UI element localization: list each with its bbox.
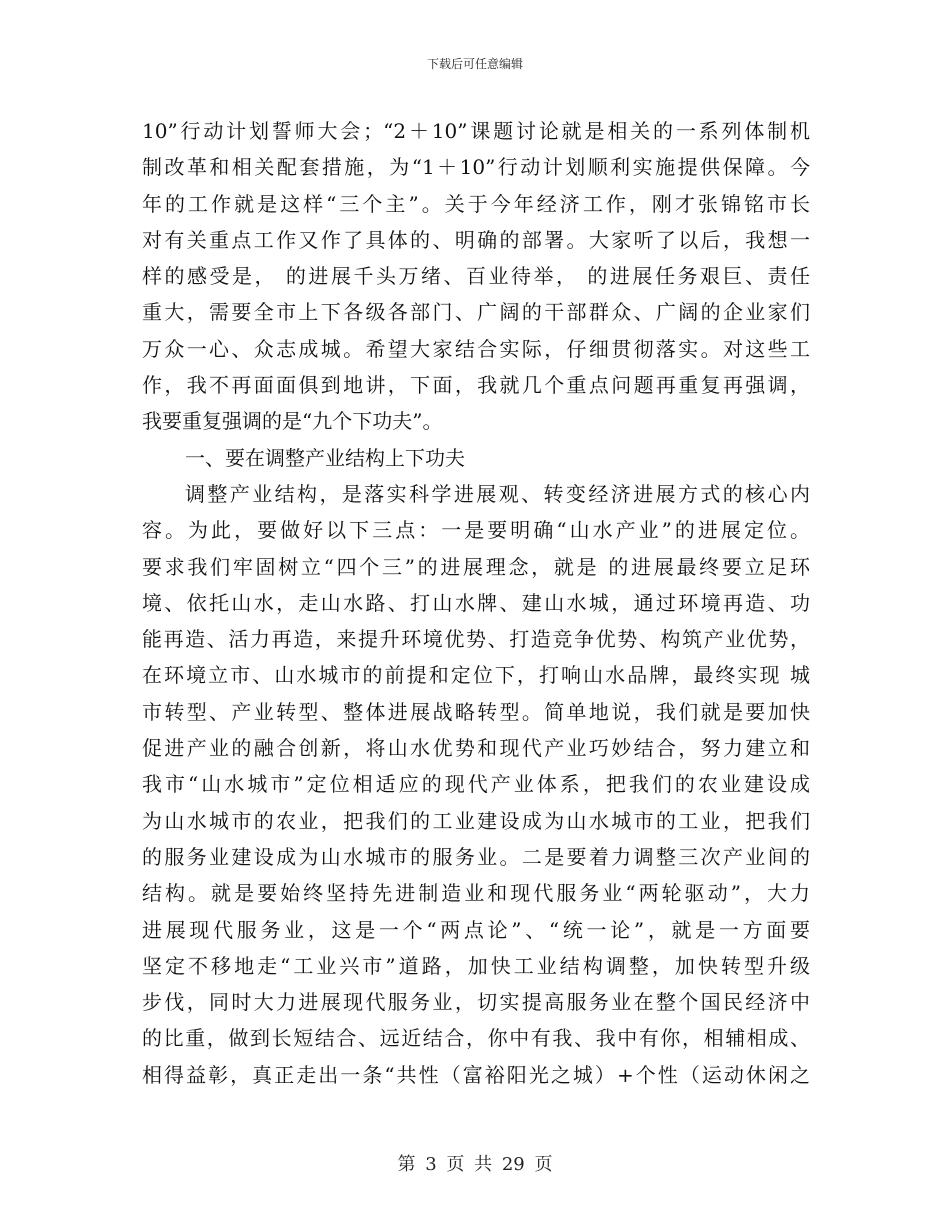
text-line: 为山水城市的农业，把我们的工业建设成为山水城市的工业，把我们: [142, 808, 810, 833]
text-line: 的服务业建设成为山水城市的服务业。二是要着力调整三次产业间的: [142, 844, 810, 869]
page-header: 下载后可任意编辑: [426, 57, 523, 71]
page-footer: 第 3 页 共 29 页: [397, 1154, 553, 1175]
text-line: 市转型、产业转型、整体进展战略转型。简单地说，我们就是要加快: [142, 699, 810, 724]
text-line: 作，我不再面面俱到地讲，下面，我就几个重点问题再重复再强调，: [142, 373, 810, 398]
text-line: 我要重复强调的是“九个下功夫”。: [142, 409, 443, 434]
text-line: 促进产业的融合创新，将山水优势和现代产业巧妙结合，努力建立和: [142, 736, 810, 761]
text-line: 的比重，做到长短结合、远近结合，你中有我、我中有你，相辅相成、: [142, 1026, 810, 1051]
text-line: 容。为此，要做好以下三点：一是要明确“山水产业”的进展定位。: [142, 518, 810, 543]
text-line: 我市“山水城市”定位相适应的现代产业体系，把我们的农业建设成: [142, 772, 810, 797]
text-line: 境、依托山水，走山水路、打山水牌、建山水城，通过环境再造、功: [142, 590, 810, 615]
text-line: 样的感受是， 的进展千头万绪、百业待举， 的进展任务艰巨、责任: [142, 264, 810, 289]
text-line: 能再造、活力再造，来提升环境优势、打造竞争优势、构筑产业优势，: [142, 627, 810, 652]
text-line: 万众一心、众志成城。希望大家结合实际，仔细贯彻落实。对这些工: [142, 336, 810, 361]
text-line: 在环境立市、山水城市的前提和定位下，打响山水品牌，最终实现 城: [142, 663, 810, 688]
document-body: [142, 113, 810, 1093]
text-line: 重大，需要全市上下各级各部门、广阔的干部群众、广阔的企业家们: [142, 300, 810, 325]
text-line: 年的工作就是这样“三个主”。关于今年经济工作，刚才张锦铭市长: [142, 191, 810, 216]
section-heading: 一、要在调整产业结构上下功夫: [185, 445, 465, 470]
text-line: 调整产业结构，是落实科学进展观、转变经济进展方式的核心内: [185, 481, 810, 506]
text-line: 要求我们牢固树立“四个三”的进展理念，就是 的进展最终要立足环: [142, 554, 810, 579]
text-line: 相得益彰，真正走出一条“共性（富裕阳光之城）+个性（运动休闲之: [142, 1062, 810, 1087]
text-line: 对有关重点工作又作了具体的、明确的部署。大家听了以后，我想一: [142, 227, 810, 252]
text-line: 步伐，同时大力进展现代服务业，切实提高服务业在整个国民经济中: [142, 990, 810, 1015]
text-line: 坚定不移地走“工业兴市”道路，加快工业结构调整，加快转型升级: [142, 953, 810, 978]
text-line: 结构。就是要始终坚持先进制造业和现代服务业“两轮驱动”，大力: [142, 881, 810, 906]
text-line: 进展现代服务业，这是一个“两点论”、“统一论”，就是一方面要: [142, 917, 810, 942]
text-line: 10”行动计划誓师大会；“2＋10”课题讨论就是相关的一系列体制机: [142, 119, 810, 143]
text-line: 制改革和相关配套措施，为“1＋10”行动计划顺利实施提供保障。今: [142, 155, 810, 180]
